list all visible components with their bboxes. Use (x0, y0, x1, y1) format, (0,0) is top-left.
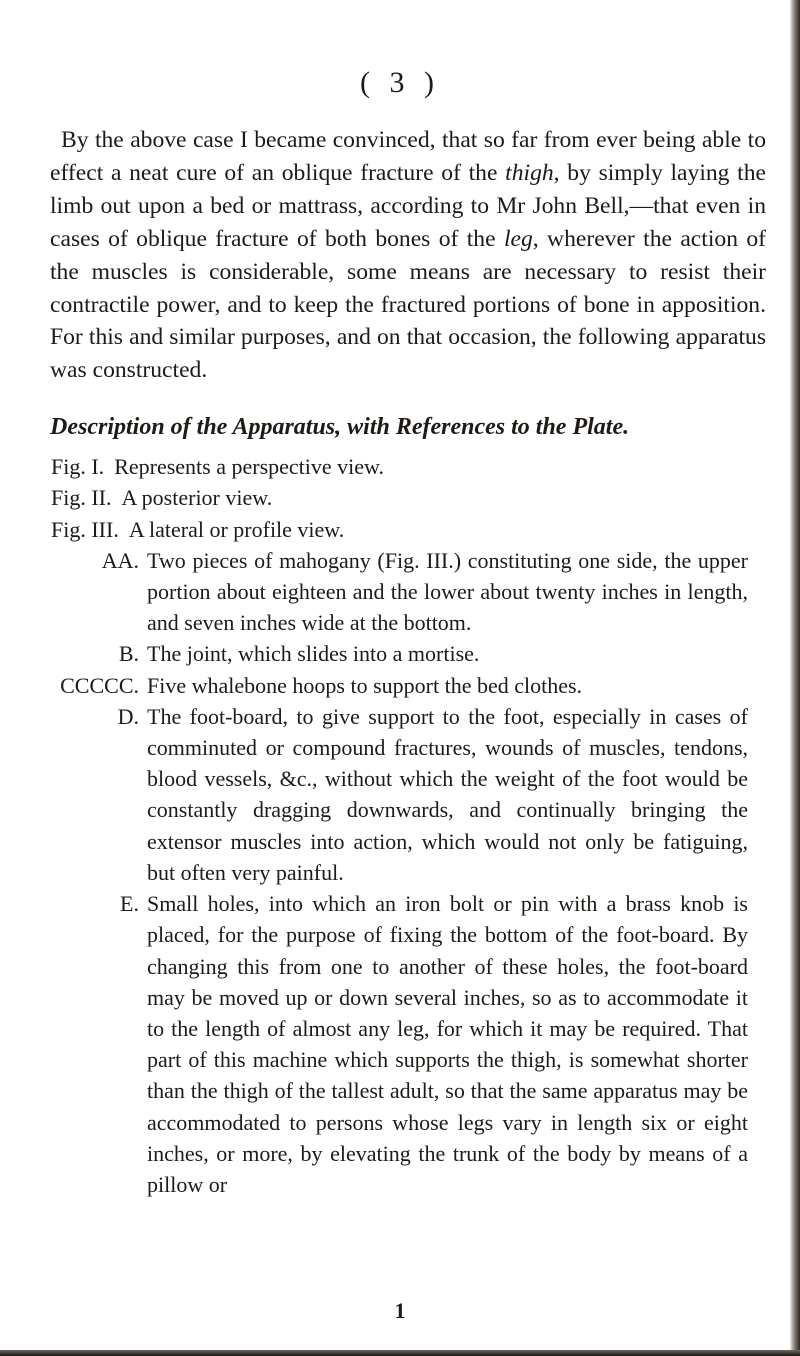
figure-label: Fig. II. (51, 485, 112, 511)
intro-italic-thigh: thigh (505, 159, 554, 186)
signature-mark: 1 (394, 1298, 406, 1323)
intro-italic-leg: leg (503, 225, 533, 252)
intro-paragraph (50, 124, 766, 387)
reference-entry (50, 670, 766, 701)
figure-label: Fig. I. (51, 454, 105, 480)
reference-entry (50, 888, 766, 1200)
reference-label: AA. (101, 547, 139, 573)
reference-label: E. (120, 891, 139, 917)
figure-description: A lateral or profile view. (128, 516, 345, 542)
page-number: ( 3 ) (360, 66, 440, 99)
intro-text-1: By the above case I became convinced, that so far from ever being able to effect a neat cure of an oblique fracture of the (50, 127, 766, 186)
intro-text-2: , by simply laying the limb out upon a bed or mattrass, according to Mr John Bell,—that even in cases of oblique fracture of both bones of the (50, 159, 767, 252)
page-edge-shadow (790, 0, 800, 1356)
reference-label: D. (117, 703, 139, 729)
figure-description: A posterior view. (121, 485, 273, 511)
figure-entry (50, 451, 766, 482)
reference-description: Five whalebone hoops to support the bed clothes. (147, 672, 583, 698)
reference-entry (50, 545, 766, 639)
page-body (50, 124, 766, 1200)
reference-description: The joint, which slides into a mortise. (147, 641, 480, 667)
reference-description: Small holes, into which an iron bolt or pin with a brass knob is placed, for the purpose of fixing the bottom of the foot-board. By changing this from one to another of these holes, the foot-board may be moved up or down several inches, so as to accommodate it to the length of almost any leg, for which it may be required. That part of this machine which supports the thigh, is somewhat shorter than the thigh of the tallest adult, so that the same apparatus may be accommodated to persons whose legs vary in length six or eight inches, or more, by elevating the trunk of the body by means of a pillow or (147, 891, 748, 1197)
reference-description: Two pieces of mahogany (Fig. III.) constituting one side, the upper portion about eighteen and the lower about twenty inches in length, and seven inches wide at the bottom. (147, 547, 748, 636)
figure-entry (50, 514, 766, 545)
intro-text-3: , wherever the action of the muscles is considerable, some means are necessary to resist their contractile power, and to keep the fractured portions of bone in apposition. For this and similar purposes, and on that occasion, the following apparatus was constructed. (50, 225, 767, 384)
reference-label: B. (118, 641, 139, 667)
figure-description: Represents a perspective view. (114, 454, 384, 480)
figure-entry (50, 482, 766, 513)
section-heading: Description of the Apparatus, with References to the Plate. (50, 414, 630, 441)
figure-label: Fig. III. (51, 516, 119, 542)
reference-entry (50, 701, 766, 888)
reference-description: The foot-board, to give support to the foot, especially in cases of comminuted or compound fractures, wounds of muscles, tendons, blood vessels, &c., without which the weight of the foot would be constantly dragging downwards, and continually bringing the extensor muscles into action, which would not only be fatiguing, but often very painful. (147, 703, 748, 885)
reference-label: CCCCC. (60, 672, 139, 698)
reference-entry (50, 638, 766, 669)
bottom-edge-shadow (0, 1350, 800, 1356)
